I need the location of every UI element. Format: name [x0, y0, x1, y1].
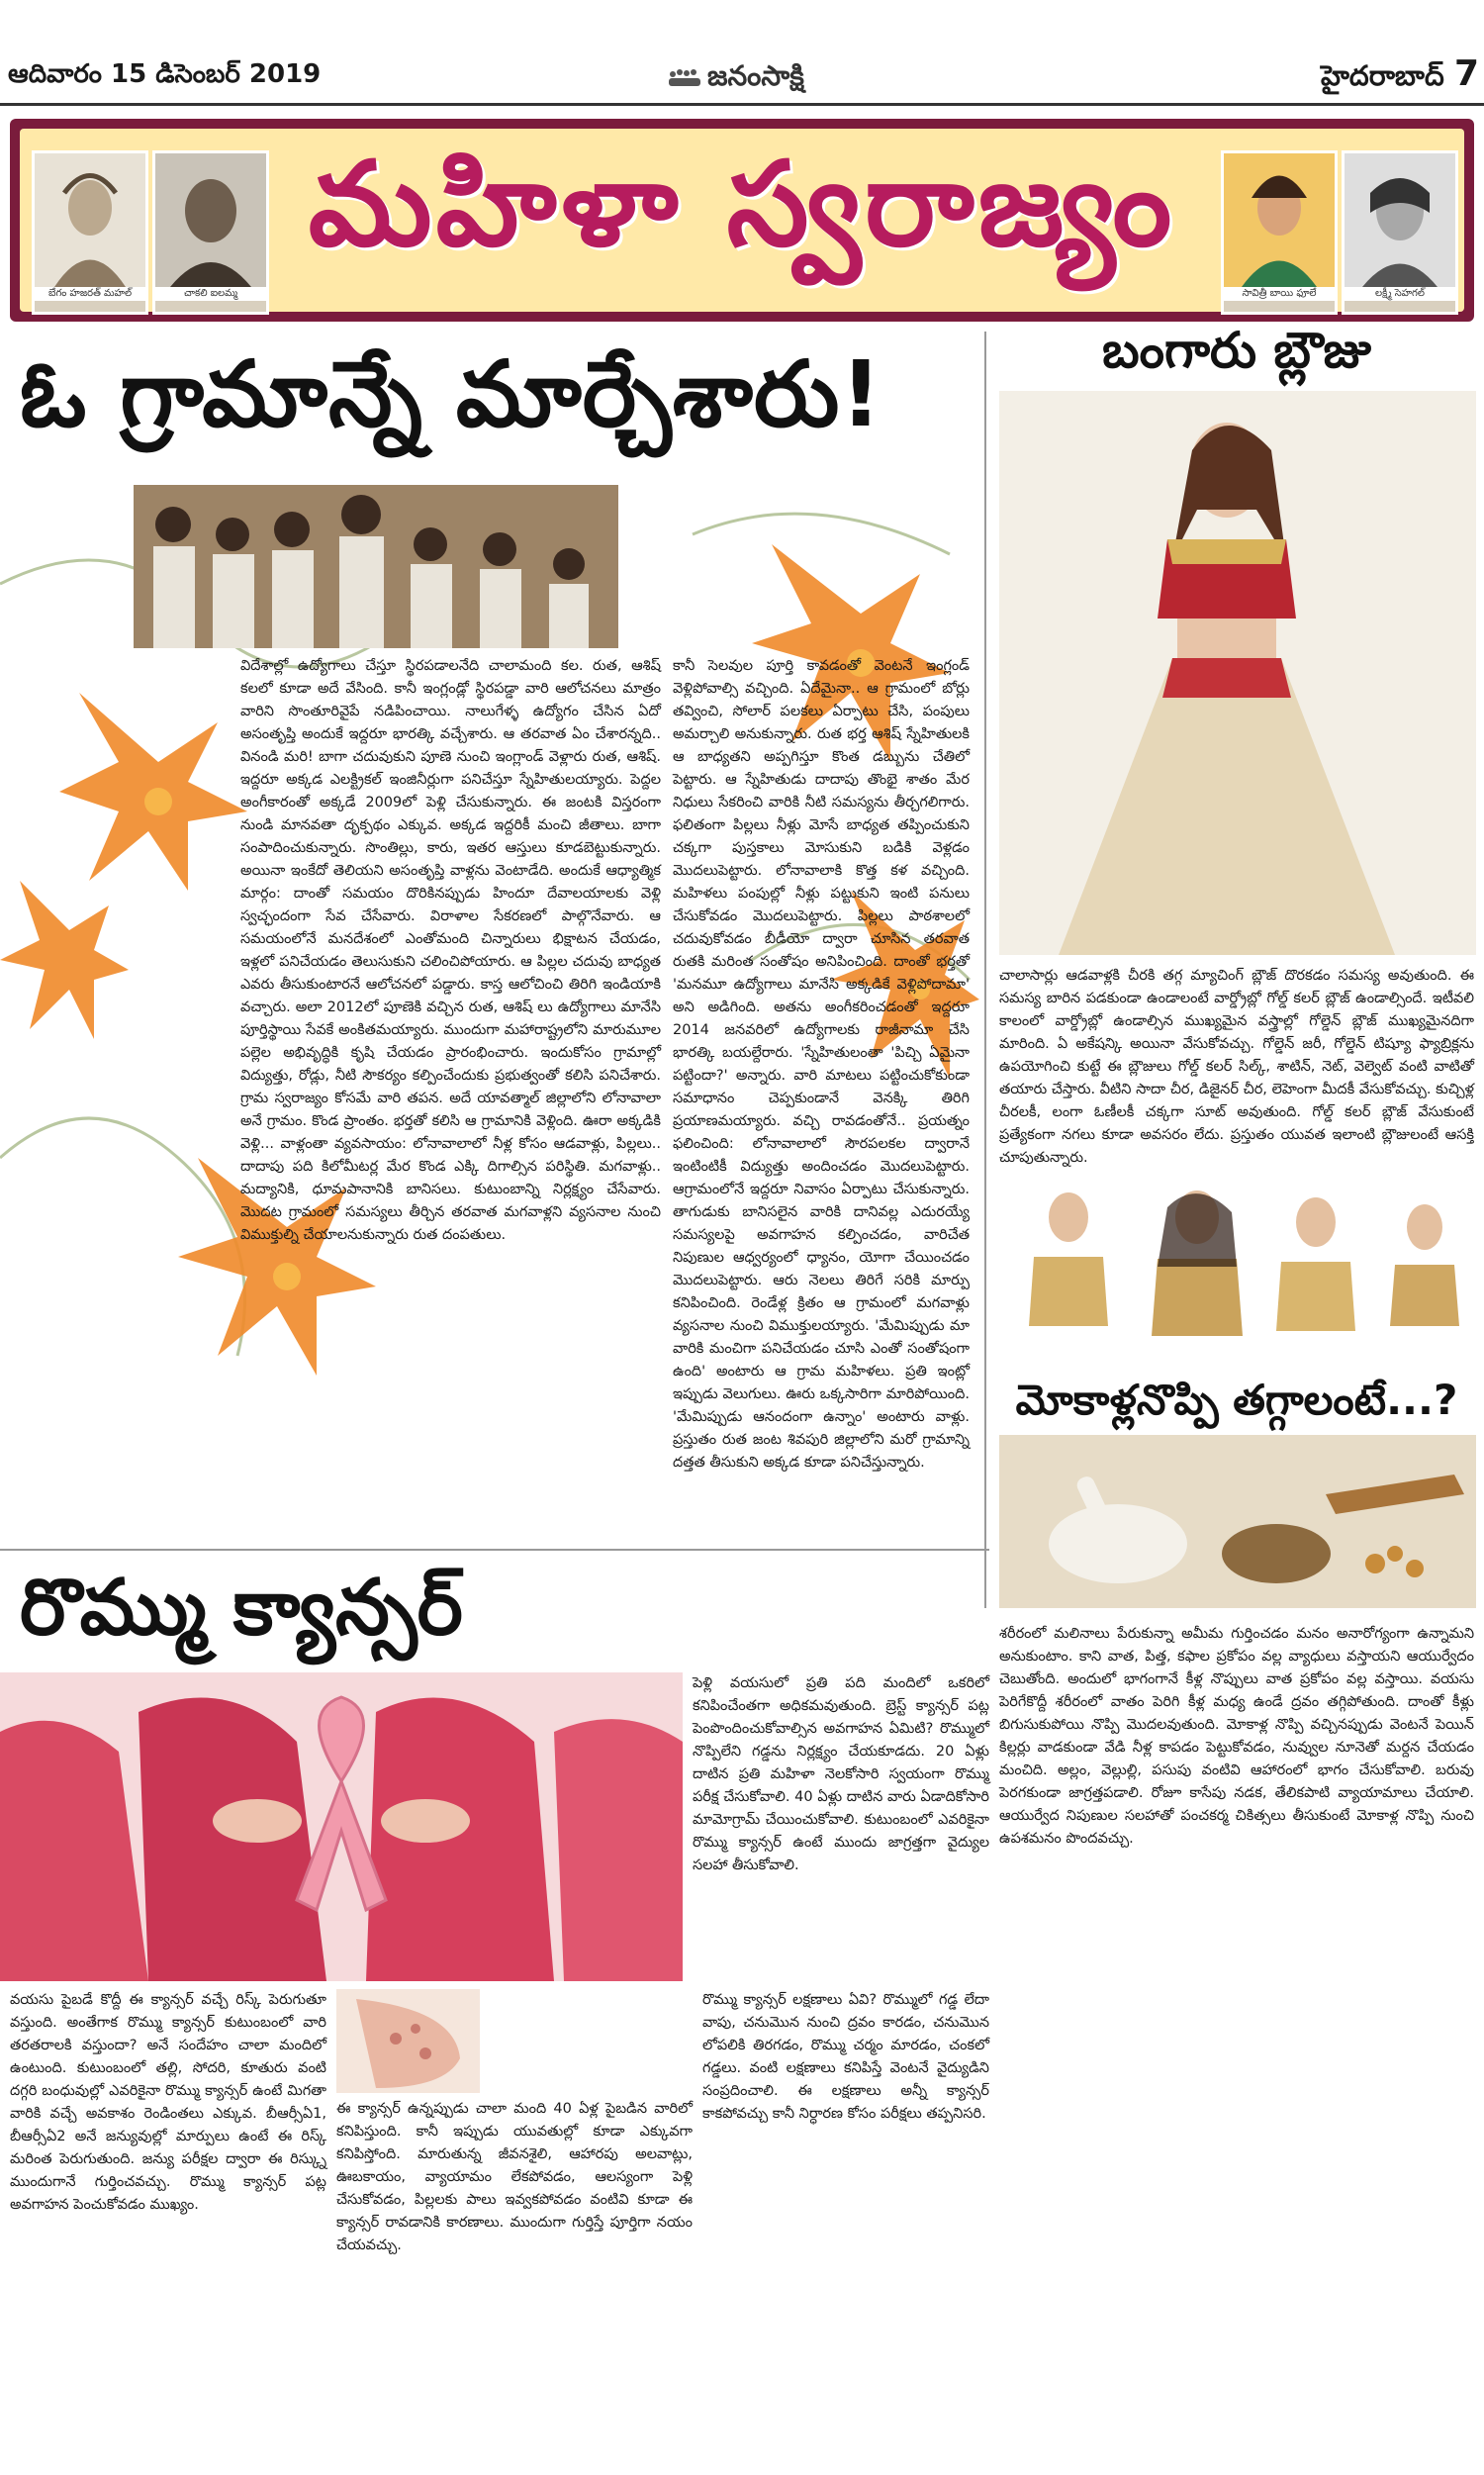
section-divider [0, 1549, 989, 1551]
model-in-lehenga-icon [999, 391, 1476, 955]
portrait-2: చాకలి ఐలమ్మ [152, 150, 269, 315]
section-title: మహిళా స్వరాజ్యం [308, 135, 1176, 272]
portrait-1: బేగం హజరత్ మహల్ [32, 150, 148, 315]
section-masthead [10, 119, 1474, 322]
article-2-column-c: రొమ్ము క్యాన్సర్ లక్షణాలు ఏవి? రొమ్ములో గడ్డ లేదా వాపు, చనుమొన నుంచి ద్రవం కారడం, చనుమొన లోపలికి తిరగడం, రొమ్ము చర్మం మారడం, చంకలో గడ్డలు. వంటి లక్షణాలు కనిపిస్తే వెంటనే వైద్యుడిని సంప్రదించాలి. ఈ లక్షణాలు అన్నీ క్యాన్సర్ కాకపోవచ్చు కానీ నిర్ధారణ కోసం పరీక్షలు తప్పనిసరి. [702, 1992, 989, 2122]
article-1-column-b: కానీ సెలవుల పూర్తి కావడంతో వెంటనే ఇంగ్లండ్ వెళ్లిపోవాల్సి వచ్చింది. ఏదేమైనా.. ఆ గ్రామంలో బోర్లు తవ్వించి, సోలార్ పలకలు ఏర్పాటు చేసి, పంపులు అమర్చాలి అనుకున్నారు. రుత భర్త ఆశిష్ స్నేహితులకి ఆ బాధ్యతని అప్పగిస్తూ కొంత డబ్బును చేతిలో పెట్టారు. ఆ స్నేహితుడు దాదాపు తొంభై శాతం మేర నిధులు సేకరించి వారికి నీటి సమస్యను తీర్చగలిగారు. ఫలితంగా పిల్లలు నీళ్లు మోసే బాధ్యత తప్పించుకుని చక్కగా పుస్తకాలు మోసుకుని బడికి వెళ్లడం మొదలుపెట్టారు. లోనావాలాకి కొత్త కళ వచ్చింది. మహిళలు పంపుల్లో నీళ్లు పట్టుకుని ఇంటి పనులు చేసుకోవడం మొదలుపెట్టారు. పిల్లలు పాఠశాలలో చదువుకోవడం బీడీయో ద్వారా చూసిన తరవాత రుతకి మరింత సంతోషం అనిపించింది. దాంతో భర్తతో 'మనమూ ఉద్యోగాలు మానేసి అక్కడికే వెళ్లిపోదామా' అని అడిగింది. అతను అంగీకరించడంతో ఇద్దరూ 2014 జనవరిలో ఉద్యోగాలకు రాజీనామా చేసి భారత్కి బయల్దేరారు. 'స్నేహితులంతా 'పిచ్చి ఏమైనా పట్టిందా?' అన్నారు. వారి మాటలు పట్టించుకోకుండా సమాధానం చెప్పకుండానే వెనక్కి తిరిగి ప్రయాణమయ్యారు. వచ్చి రావడంతోనే.. ప్రయత్నం ఫలించింది: లోనావాలాలో సౌరపలకల ద్వారానే ఇంటింటికీ విద్యుత్తు అందించడం మొదలుపెట్టారు. ఆగ్రామంలోనే ఇద్దరూ నివాసం ఏర్పాటు చేసుకున్నారు. తాగుడుకు బానిసలైన వారికి దానివల్ల ఎదురయ్యే సమస్యలపై అవగాహన కల్పించడం, వారిచేత నిపుణుల ఆధ్వర్యంలో ధ్యానం, యోగా చేయించడం మొదలుపెట్టారు. ఆరు నెలలు తిరిగే సరికి మార్పు కనిపించింది. రెండేళ్ల క్రితం ఆ గ్రామంలో మగవాళ్లు వ్యసనాల నుంచి విముక్తులయ్యారు. 'మేమిప్పుడు మా వారికి మంచిగా పనిచేయడం చూసి ఎంతో సంతోషంగా ఉంది' అంటారు ఆ గ్రామ మహిళలు. ప్రతి ఇంట్లో ఇప్పుడు వెలుగులు. ఊరు ఒక్కసారిగా మారిపోయింది. 'మేమిప్పుడు ఆనందంగా ఉన్నాం' అంటారు వాళ్లు. ప్రస్తుతం రుత జంట శివపురి జిల్లాలోని మరో గ్రామాన్ని దత్తత తీసుకుని అక్కడ కూడా పనిచేస్తున్నారు. [673, 658, 970, 1471]
blouse-models-icon [999, 1178, 1476, 1371]
article-2-right-column: పెళ్లి వయసులో ప్రతి పది మందిలో ఒకరిలో కనిపించేంతగా అధికమవుతుంది. బ్రెస్ట్ క్యాన్సర్ పట్ల పెంపొందించుకోవాల్సిన అవగాహన ఏమిటి? రొమ్ములో నొప్పిలేని గడ్డను నిర్లక్ష్యం చేయకూడదు. 20 ఏళ్లు దాటిన ప్రతి మహిళా నెలకోసారి స్వయంగా రొమ్ము పరీక్ష చేసుకోవాలి. 40 ఏళ్లు దాటిన వారు ఏడాదికోసారి మామోగ్రామ్ చేయించుకోవాలి. కుటుంబంలో ఎవరికైనా రొమ్ము క్యాన్సర్ ఉంటే ముందు జాగ్రత్తగా వైద్యుల సలహా తీసుకోవాలి. [693, 1675, 989, 1873]
woman-portrait-icon [1345, 153, 1455, 287]
woman-portrait-icon [35, 153, 145, 287]
anatomy-illustration [336, 1989, 480, 2093]
knee-pain-text: శరీరంలో మలినాలు పేరుకున్నా అమీమ గుర్తించడం మనం అనారోగ్యంగా ఉన్నామని అనుకుంటాం. కాని వాత, పిత్త, కఫాల ప్రకోపం వల్ల వ్యాధులు వస్తాయని ఆయుర్వేదం చెబుతోంది. అందులో భాగంగానే కీళ్ల నొప్పులు వాత ప్రకోపం వల్ల వస్తాయి. వయసు పెరిగేకొద్దీ శరీరంలో వాతం పెరిగి కీళ్ల మధ్య ఉండే ద్రవం తగ్గిపోతుంది. దాంతో కీళ్లు బిగుసుకుపోయి నొప్పి మొదలవుతుంది. మోకాళ్ల నొప్పి వచ్చినప్పుడు వెంటనే పెయిన్ కిల్లర్లు వాడకుండా వేడి నీళ్ల కాపడం పెట్టుకోవడం, నువ్వుల నూనెతో మర్దన చేయడం మంచిది. అల్లం, వెల్లుల్లి, పసుపు వంటివి ఆహారంలో భాగం చేసుకోవాలి. బరువు పెరగకుండా జాగ్రత్తపడాలి. రోజూ కాసేపు నడక, తేలికపాటి వ్యాయామాలు చేయాలి. ఆయుర్వేద నిపుణుల సలహాతో పంచకర్మ చికిత్సలు తీసుకుంటే మోకాళ్ల నొప్పి నుంచి ఉపశమనం పొందవచ్చు. [999, 1626, 1474, 1847]
portrait-3: సావిత్రీ బాయి ఫూలే [1221, 150, 1338, 315]
portrait-4: లక్ష్మీ సెహగల్ [1342, 150, 1458, 315]
breast-anatomy-icon [336, 1989, 480, 2093]
gold-blouse-headline: బంగారు బ్లౌజు [1102, 322, 1371, 379]
article-2-column-a: వయసు పైబడే కొద్దీ ఈ క్యాన్సర్ వచ్చే రిస్క్ పెరుగుతూ వస్తుంది. అంతేగాక రొమ్ము క్యాన్సర్ కుటుంబంలో వారి తరతరాలకి వస్తుందా? అనే సందేహం చాలా మందిలో ఉంటుంది. కుటుంబంలో తల్లి, సోదరి, కూతురు వంటి దగ్గరి బంధువుల్లో ఎవరికైనా రొమ్ము క్యాన్సర్ ఉంటే మిగతా వారికి వచ్చే అవకాశం రెండింతలు ఎక్కువ. బీఆర్సీఏ1, బీఆర్సీఏ2 అనే జన్యువుల్లో మార్పులు ఉంటే ఈ రిస్క్ మరింత పెరుగుతుంది. జన్యు పరీక్షల ద్వారా ఈ రిస్క్ను ముందుగానే గుర్తించవచ్చు. రొమ్ము క్యాన్సర్ పట్ల అవగాహన పెంచుకోవడం ముఖ్యం. [10, 1992, 326, 2213]
logo-crowd-icon [668, 66, 701, 88]
edition-city: హైదరాబాద్ [1321, 59, 1444, 92]
article-2-column-b: ఈ క్యాన్సర్ ఉన్నప్పుడు చాలా మంది 40 ఏళ్ల పైబడిన వారిలో కనిపిస్తుంది. కానీ ఇప్పుడు యువతుల్లో కూడా ఎక్కువగా కనిపిస్తోంది. మారుతున్న జీవనశైలి, ఆహారపు అలవాట్లు, ఊబకాయం, వ్యాయామం లేకపోవడం, ఆలస్యంగా పెళ్లి చేసుకోవడం, పిల్లలకు పాలు ఇవ్వకపోవడం వంటివి కూడా ఈ క్యాన్సర్ రావడానికి కారణాలు. ముందుగా గుర్తిస్తే పూర్తిగా నయం చేయవచ్చు. [336, 2101, 693, 2253]
woman-portrait-icon [1224, 153, 1335, 287]
newspaper-logo [668, 59, 804, 99]
pink-ribbon-photo [0, 1672, 683, 1981]
gold-blouse-photos [999, 1178, 1476, 1371]
lehenga-model-photo [999, 391, 1476, 955]
page-number: 7 [1454, 53, 1480, 94]
gold-blouse-text: చాలాసార్లు ఆడవాళ్లకి చీరకి తగ్గ మ్యాచింగ్ బ్లౌజ్ దొరకడం సమస్య అవుతుంది. ఈ సమస్య బారిన పడకుండా ఉండాలంటే వార్డ్రోబ్లో గోల్డ్ కలర్ బ్లౌజ్ ఉండాల్సిందే. ఇటీవలి కాలంలో వార్డ్రోబ్లో ఉండాల్సిన ముఖ్యమైన వస్త్రాల్లో గోల్డెన్ బ్లౌజ్ ముఖ్యమైనదిగా మారింది. ఏ అకేషన్కి అయినా వేసుకోవచ్చు. గోల్డెన్ జరీ, గోల్డెన్ టిష్యూ ఫ్యాబ్రిక్లను ఉపయోగించి కుట్టే ఈ బ్లౌజులు గోల్డ్ కలర్ సిల్క్, శాటిన్, నెట్, వెల్వెట్ వంటి వాటితో తయారు చేస్తారు. వీటిని సాదా చీర, డిజైనర్ చీర, లెహెంగా మీదకీ వేసుకోవచ్చు. కుచ్చిళ్ల చీరలకీ, లంగా ఓణీలకీ చక్కగా సూట్ అవుతుంది. గోల్డ్ కలర్ బ్లౌజ్ వేసుకుంటే ప్రత్యేకంగా నగలు కూడా అవసరం లేదు. ప్రస్తుతం యువత ఇలాంటి బ్లౌజులంటే ఆసక్తి చూపుతున్నారు. [999, 968, 1474, 1166]
column-divider [984, 332, 986, 1608]
issue-date: ఆదివారం 15 డిసెంబర్ 2019 [8, 59, 322, 89]
pink-ribbon-icon [0, 1672, 683, 1981]
mortar-pestle-icon [999, 1435, 1476, 1608]
article-2-headline: రొమ్ము క్యాన్సర్ [20, 1564, 463, 1653]
newspaper-name: జనంసాక్షి [707, 59, 804, 92]
article-1-headline: ఓ గ్రామాన్నే మార్చేశారు! [20, 341, 883, 447]
ayurveda-photo [999, 1435, 1476, 1608]
children-photo [134, 485, 618, 648]
header-rule [0, 103, 1484, 106]
children-group-icon [134, 485, 618, 648]
woman-portrait-icon [155, 153, 266, 287]
article-1-column-a: విదేశాల్లో ఉద్యోగాలు చేస్తూ స్థిరపడాలనేది చాలామంది కల. రుత, ఆశిష్ కలలో కూడా అదే వేసింది. కానీ ఇంగ్లండ్లో స్థిరపడ్డా వారి ఆలోచనలు మాత్రం వారిని సొంతూరివైపే నడిపించాయి. నాలుగేళ్ళ ఉద్యోగం చేసిన ఏదో అసంతృప్తి అందుకే ఇద్దరూ భారత్కి వచ్చేశారు. ఆ తరవాత ఏం చేశారన్నది.. వినండి మరి! బాగా చదువుకుని పూణె నుంచి ఇంగ్లాండ్ వెళ్లారు రుత, ఆశిష్. ఇద్దరూ అక్కడ ఎలక్ట్రికల్ ఇంజినీర్లుగా పనిచేస్తూ స్నేహితులయ్యారు. పెద్దల అంగీకారంతో అక్కడే 2009లో పెళ్లి చేసుకున్నారు. ఈ జంటకి విస్తరంగా నుండి మానవతా దృక్పథం ఎక్కువ. అక్కడ ఇద్దరికీ మంచి జీతాలు. బాగా సంపాదించుకున్నారు. సొంతిల్లు, కారు, ఇతర ఆస్తులు కూడబెట్టుకున్నారు. అయినా ఇంకేదో తెలియని అసంతృప్తి వాళ్లను వెంటాడేది. అందుకే ఆధ్యాత్మిక మార్గం: దాంతో సమయం దొరికినప్పుడు హిందూ దేవాలయాలకు వెళ్లి స్వచ్ఛందంగా సేవ చేసేవారు. విరాళాల సేకరణలో పాల్గొనేవారు. ఆ సమయంలోనే మనదేశంలో ఎంతోమంది చిన్నారులు భిక్షాటన చేయడం, ఇళ్లలో పనిచేయడం తెలుసుకుని చలించిపోయారు. ఆ పిల్లల చదువు బాధ్యత ఎవరు తీసుకుంటారనే ఆలోచనలో పడ్డారు. కాస్త ఆలోచించి తిరిగి ఇండియాకి వచ్చారు. అలా 2012లో పూణెకి వచ్చిన రుత, ఆశిష్ లు ఉద్యోగాలు మానేసి పూర్తిస్థాయి సేవకే అంకితమయ్యారు. ముందుగా మహారాష్ట్రలోని మారుమూల పల్లెల అభివృద్ధికి కృషి చేయడం ప్రారంభించారు. ఇందుకోసం గ్రామాల్లో విద్యుత్తు, రోడ్లు, నీటి సౌకర్యం కల్పించేందుకు ప్రభుత్వంతో కలిసి పనిచేశారు. గ్రామ స్వరాజ్యం కోసమే వారి తపన. అదే యావత్మాల్ జిల్లాలోని లోనావాలా అనే గ్రామం. కొండ ప్రాంతం. భర్తతో కలిసి ఆ గ్రామానికి వెళ్లింది. ఊరా అక్కడికి వెళ్లి... వాళ్లంతా వ్యవసాయం: లోనావాలాలో నీళ్ల కోసం ఆడవాళ్లు, పిల్లలు.. దాదాపు పది కిలోమీటర్ల మేర కొండ ఎక్కి దిగాల్సిన పరిస్థితి. మగవాళ్లు.. మద్యానికి, ధూమపానానికి బానిసలు. కుటుంబాన్ని నిర్లక్ష్యం చేసేవారు. మొదట గ్రామంలో సమస్యలు తీర్చిన తరవాత మగవాళ్లని వ్యసనాల నుంచి విముక్తుల్ని చేయాలనుకున్నారు రుత దంపతులు. [240, 658, 661, 1243]
knee-pain-headline: మోకాళ్లనొప్పి తగ్గాలంటే...? [1015, 1376, 1458, 1424]
